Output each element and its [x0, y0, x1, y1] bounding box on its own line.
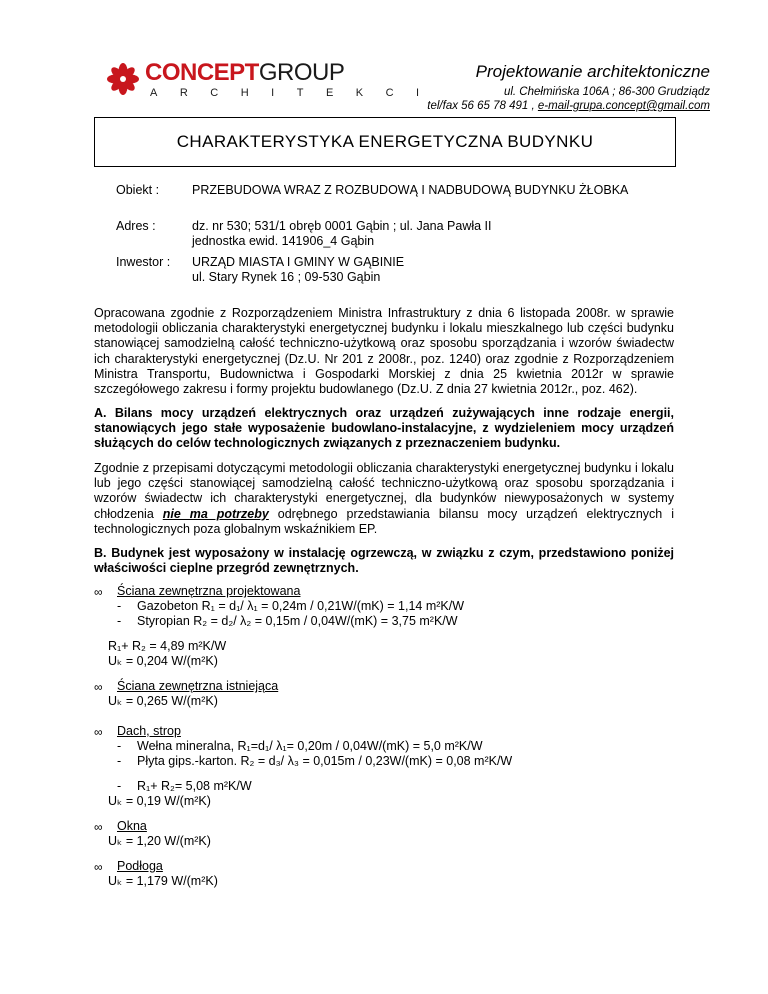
walls-title: Ściana zewnętrzna projektowana: [117, 584, 301, 598]
walls-sum: R₁+ R₂ = 4,89 m²K/W: [108, 639, 227, 653]
brand-subtitle: ARCHITEKCI: [150, 87, 442, 99]
walls-u-value: Uₖ = 0,204 W/(m²K): [108, 654, 218, 668]
roof-u-value: Uₖ = 0,19 W/(m²K): [108, 794, 211, 808]
header-email-link[interactable]: e-mail-grupa.concept@gmail.com: [537, 100, 710, 112]
walls-dash-2: -: [117, 614, 122, 628]
logo-flower-icon: [106, 62, 140, 96]
walls-dash-1: -: [117, 599, 122, 613]
adres-label: Adres :: [116, 219, 156, 233]
header-contact: [427, 100, 710, 112]
walls-line2: Styropian R₂ = d₂/ λ₂ = 0,15m / 0,04W/(mK) = 3,75 m²K/W: [137, 614, 458, 628]
section-a-paragraph: [94, 461, 674, 537]
bullet-walls: ∞: [94, 585, 103, 599]
bullet-wall-existing: ∞: [94, 680, 103, 694]
bullet-windows: ∞: [94, 820, 103, 834]
header-title: Projektowanie architektoniczne: [475, 62, 710, 81]
brand-name-dark: GROUP: [258, 59, 345, 86]
section-b-heading: B. Budynek jest wyposażony w instalację ogrzewczą, w związku z czym, przedstawiono poniżej właściwości cieplne przegród zewnętrznych.: [94, 546, 674, 576]
header-phone: tel/fax 56 65 78 491 ,: [427, 100, 538, 112]
section-a-emphasis: nie ma potrzeby: [162, 506, 269, 521]
obiekt-label: Obiekt :: [116, 183, 160, 197]
bullet-floor: ∞: [94, 860, 103, 874]
section-a-text-before: Zgodnie z przepisami dotyczącymi metodologii obliczania charakterystyki energetycznej budynku i lokalu lub jego części stanowiącej samodzielną całość techniczno-użytkową oraz sposobu sporządzania i wzorów świadectw ich charakterystyki energetycznej, dla budynków niewyposażonych w systemy chłodzenia: [94, 461, 674, 521]
roof-sum: R₁+ R₂= 5,08 m²K/W: [137, 779, 252, 793]
inwestor-line2: ul. Stary Rynek 16 ; 09-530 Gąbin: [192, 270, 381, 284]
floor-u-value: Uₖ = 1,179 W/(m²K): [108, 874, 218, 888]
wall-existing-u-value: Uₖ = 0,265 W/(m²K): [108, 694, 218, 708]
brand-name: [145, 60, 344, 86]
header-address: ul. Chełmińska 106A ; 86-300 Grudziądz: [503, 86, 710, 98]
section-a-heading: A. Bilans mocy urządzeń elektrycznych oraz urządzeń zużywających inne rodzaje energii, stanowiących jego stałe wyposażenie budowlano-instalacyjne, z wydzieleniem mocy urządzeń służących do celów technologicznych związanych z przeznaczeniem budynku.: [94, 406, 674, 451]
section-a-text-after: odrębnego przedstawiania bilansu mocy urządzeń elektrycznych i technologicznych poza globalnym wskaźnikiem EP.: [94, 506, 674, 536]
roof-dash-1: -: [117, 739, 122, 753]
brand-name-red: CONCEPT: [145, 59, 259, 86]
inwestor-label: Inwestor :: [116, 255, 171, 269]
roof-dash-2: -: [117, 754, 122, 768]
document-title: CHARAKTERYSTYKA ENERGETYCZNA BUDYNKU: [94, 117, 676, 167]
roof-dash-3: -: [117, 779, 122, 793]
windows-title: Okna: [117, 819, 147, 833]
adres-line1: dz. nr 530; 531/1 obręb 0001 Gąbin ; ul. Jana Pawła II: [192, 219, 492, 233]
windows-u-value: Uₖ = 1,20 W/(m²K): [108, 834, 211, 848]
roof-line2: Płyta gips.-karton. R₂ = d₃/ λ₃ = 0,015m / 0,23W/(mK) = 0,08 m²K/W: [137, 754, 513, 768]
roof-line1: Wełna mineralna, R₁=d₁/ λ₁= 0,20m / 0,04W/(mK) = 5,0 m²K/W: [137, 739, 483, 753]
adres-line2: jednostka ewid. 141906_4 Gąbin: [192, 234, 375, 248]
walls-line1: Gazobeton R₁ = d₁/ λ₁ = 0,24m / 0,21W/(mK) = 1,14 m²K/W: [137, 599, 465, 613]
bullet-roof: ∞: [94, 725, 103, 739]
obiekt-value: PRZEBUDOWA WRAZ Z ROZBUDOWĄ I NADBUDOWĄ BUDYNKU ŻŁOBKA: [192, 183, 629, 197]
intro-paragraph: Opracowana zgodnie z Rozporządzeniem Ministra Infrastruktury z dnia 6 listopada 2008r. w sprawie metodologii obliczania charakterystyki energetycznej budynku i lokalu mieszkalnego lub części budynku stanowiącej samodzielną całość techniczno-użytkową oraz sposobu sporządzania i wzorów świadectw ich charakterystyki energetycznej (Dz.U. Nr 201 z 2008r., poz. 1240) oraz zgodnie z Rozporządzeniem Ministra Transportu, Budownictwa i Gospodarki Morskiej z dnia 25 kwietnia 2012r w sprawie szczegółowego zakresu i formy projektu budowlanego (Dz.U. Z dnia 27 kwietnia 2012r., poz. 462).: [94, 306, 674, 397]
inwestor-line1: URZĄD MIASTA I GMINY W GĄBINIE: [192, 255, 405, 269]
roof-title: Dach, strop: [117, 724, 181, 738]
wall-existing-title: Ściana zewnętrzna istniejąca: [117, 679, 279, 693]
floor-title: Podłoga: [117, 859, 163, 873]
